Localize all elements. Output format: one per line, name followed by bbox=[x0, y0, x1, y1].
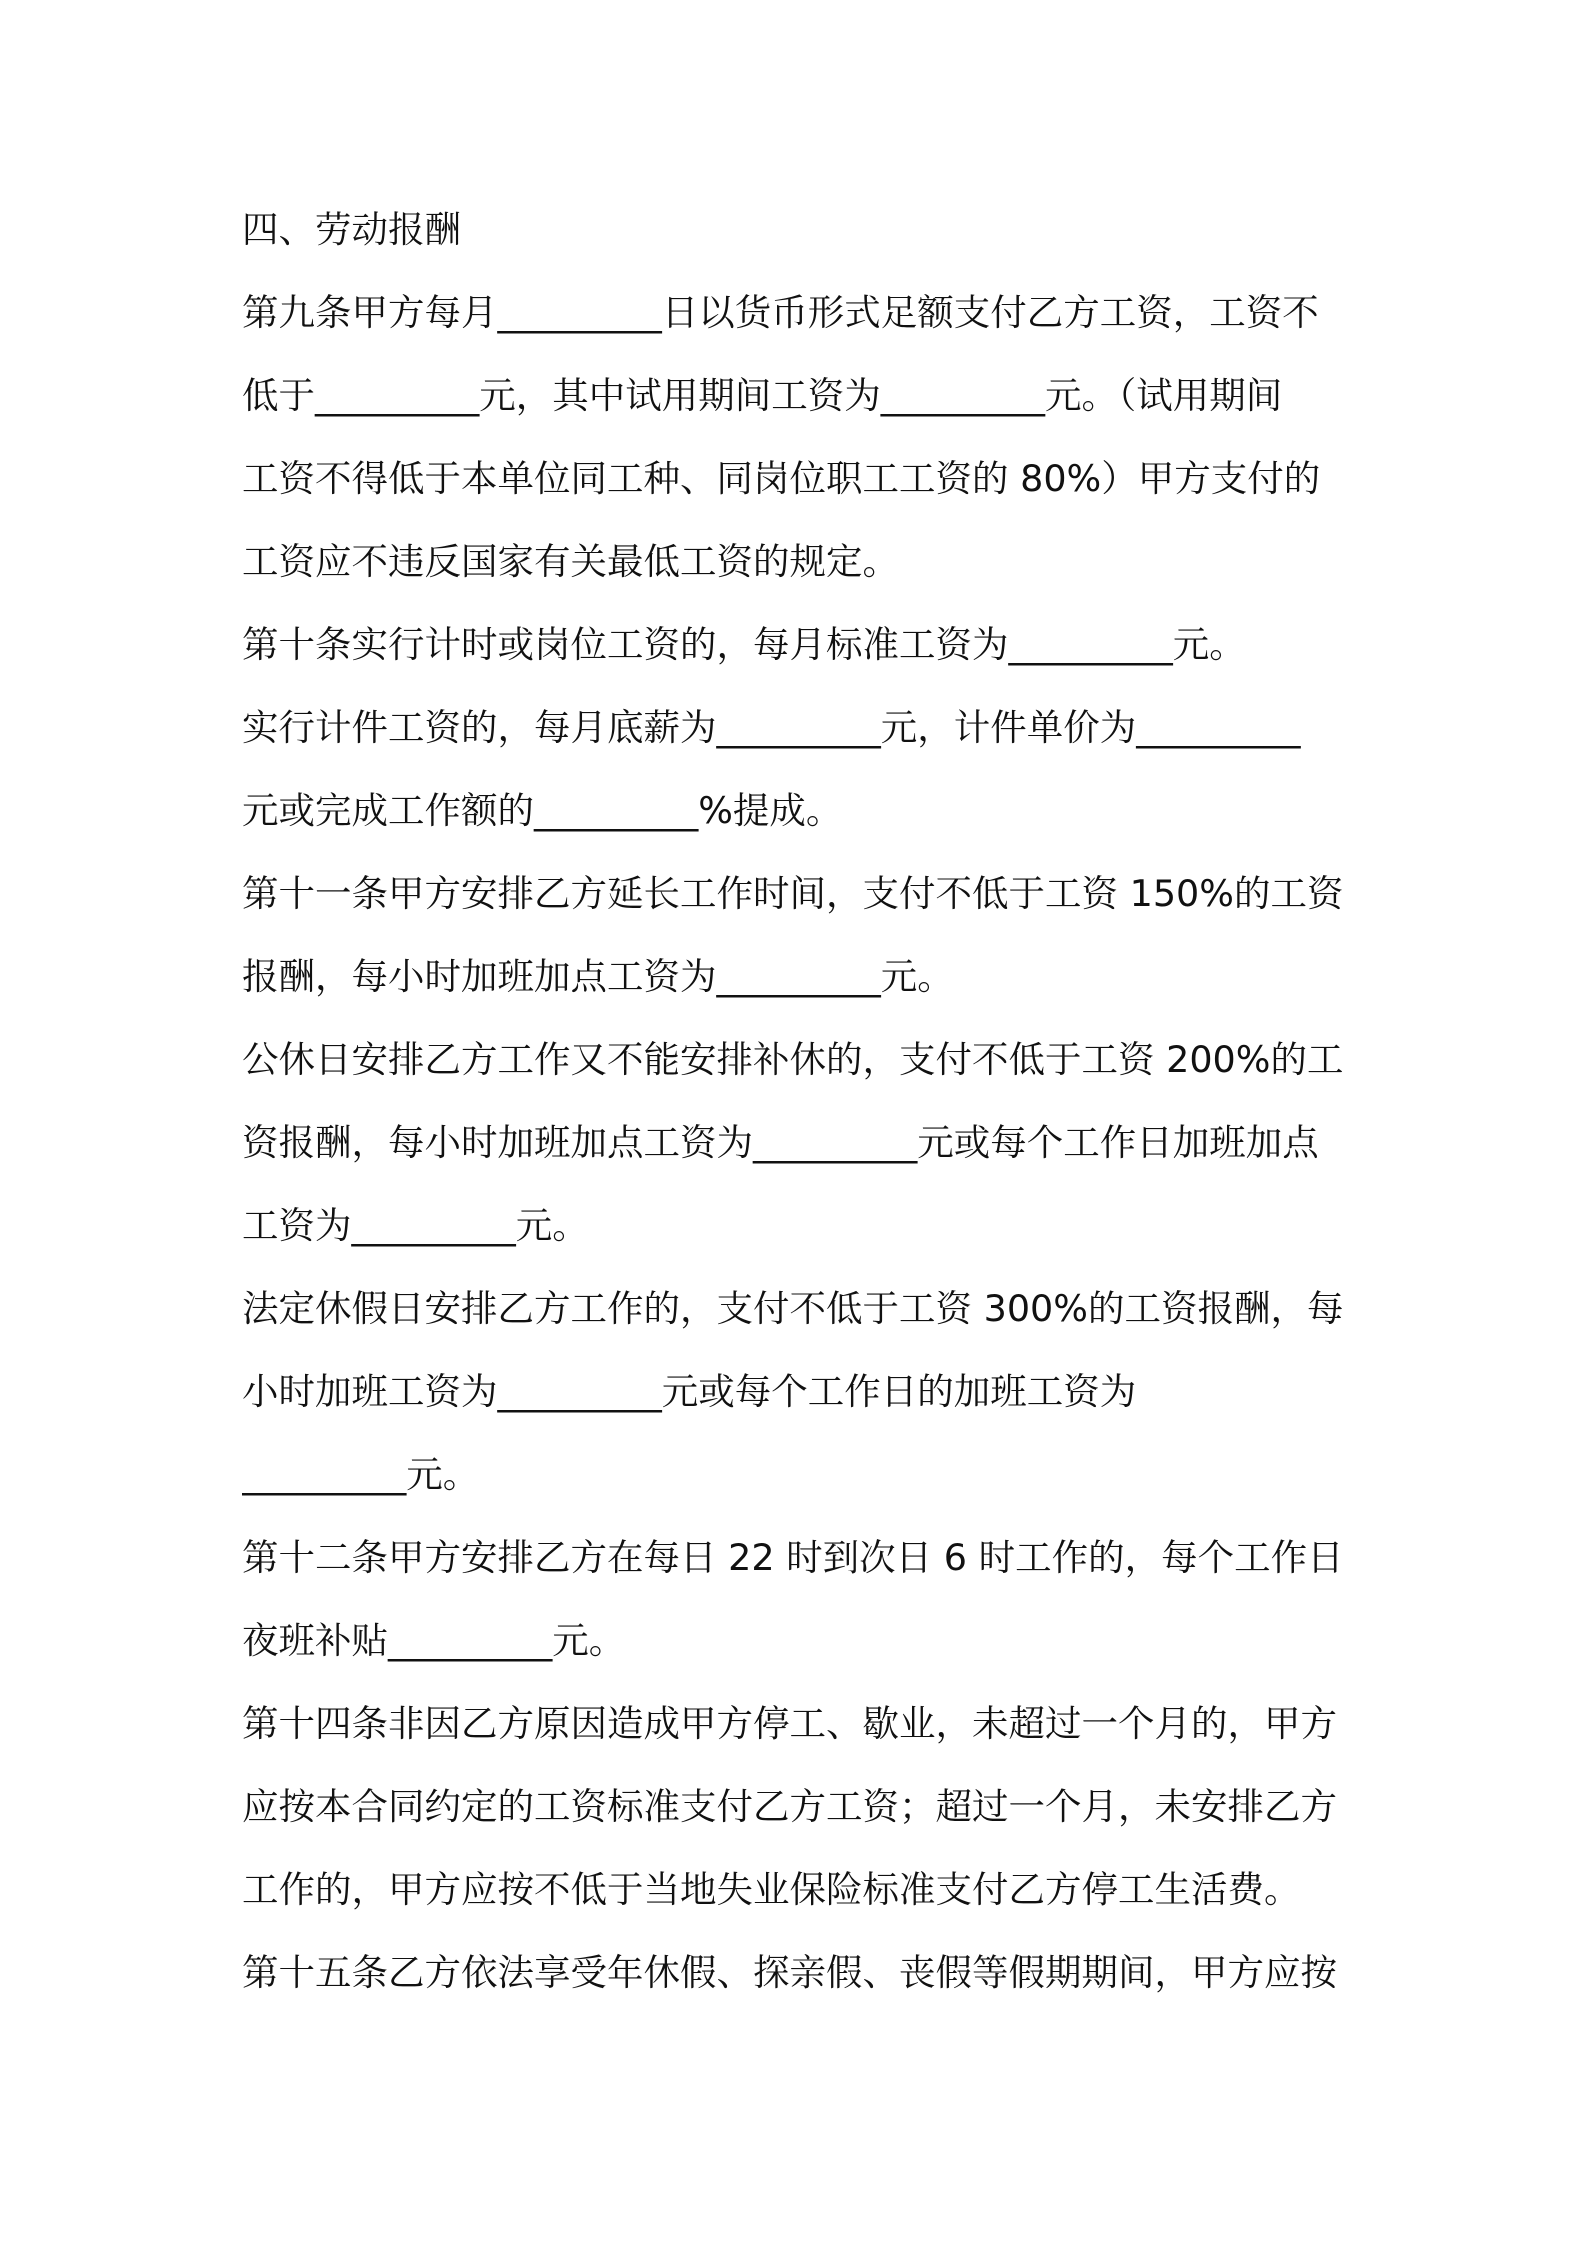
section-heading: 四、劳动报酬 bbox=[242, 208, 461, 251]
article-11-line-8: _________元。 bbox=[242, 1453, 480, 1496]
article-11-line-3: 公休日安排乙方工作又不能安排补休的，支付不低于工资 200%的工 bbox=[242, 1038, 1344, 1081]
article-11-line-6: 法定休假日安排乙方工作的，支付不低于工资 300%的工资报酬，每 bbox=[242, 1287, 1344, 1330]
article-10-line-2: 实行计件工资的，每月底薪为_________元，计件单价为_________ bbox=[242, 706, 1301, 749]
article-10-line-3: 元或完成工作额的_________%提成。 bbox=[242, 789, 843, 832]
article-14-line-2: 应按本合同约定的工资标准支付乙方工资；超过一个月，未安排乙方 bbox=[242, 1785, 1337, 1828]
article-15-line-1: 第十五条乙方依法享受年休假、探亲假、丧假等假期期间，甲方应按 bbox=[242, 1951, 1337, 1994]
article-9-line-2: 低于_________元，其中试用期间工资为_________元。（试用期间 bbox=[242, 374, 1283, 417]
article-11-line-2: 报酬，每小时加班加点工资为_________元。 bbox=[242, 955, 954, 998]
article-11-line-4: 资报酬，每小时加班加点工资为_________元或每个工作日加班加点 bbox=[242, 1121, 1319, 1164]
article-11-line-7: 小时加班工资为_________元或每个工作日的加班工资为 bbox=[242, 1370, 1137, 1413]
article-9-line-3: 工资不得低于本单位同工种、同岗位职工工资的 80%）甲方支付的 bbox=[242, 457, 1321, 500]
article-14-line-1: 第十四条非因乙方原因造成甲方停工、歇业，未超过一个月的，甲方 bbox=[242, 1702, 1337, 1745]
article-11-line-1: 第十一条甲方安排乙方延长工作时间，支付不低于工资 150%的工资 bbox=[242, 872, 1344, 915]
article-12-line-2: 夜班补贴_________元。 bbox=[242, 1619, 626, 1662]
article-9-line-1: 第九条甲方每月_________日以货币形式足额支付乙方工资，工资不 bbox=[242, 291, 1319, 334]
article-10-line-1: 第十条实行计时或岗位工资的，每月标准工资为_________元。 bbox=[242, 623, 1246, 666]
article-14-line-3: 工作的，甲方应按不低于当地失业保险标准支付乙方停工生活费。 bbox=[242, 1868, 1301, 1911]
article-11-line-5: 工资为_________元。 bbox=[242, 1204, 589, 1247]
article-9-line-4: 工资应不违反国家有关最低工资的规定。 bbox=[242, 540, 899, 583]
article-12-line-1: 第十二条甲方安排乙方在每日 22 时到次日 6 时工作的，每个工作日 bbox=[242, 1536, 1344, 1579]
